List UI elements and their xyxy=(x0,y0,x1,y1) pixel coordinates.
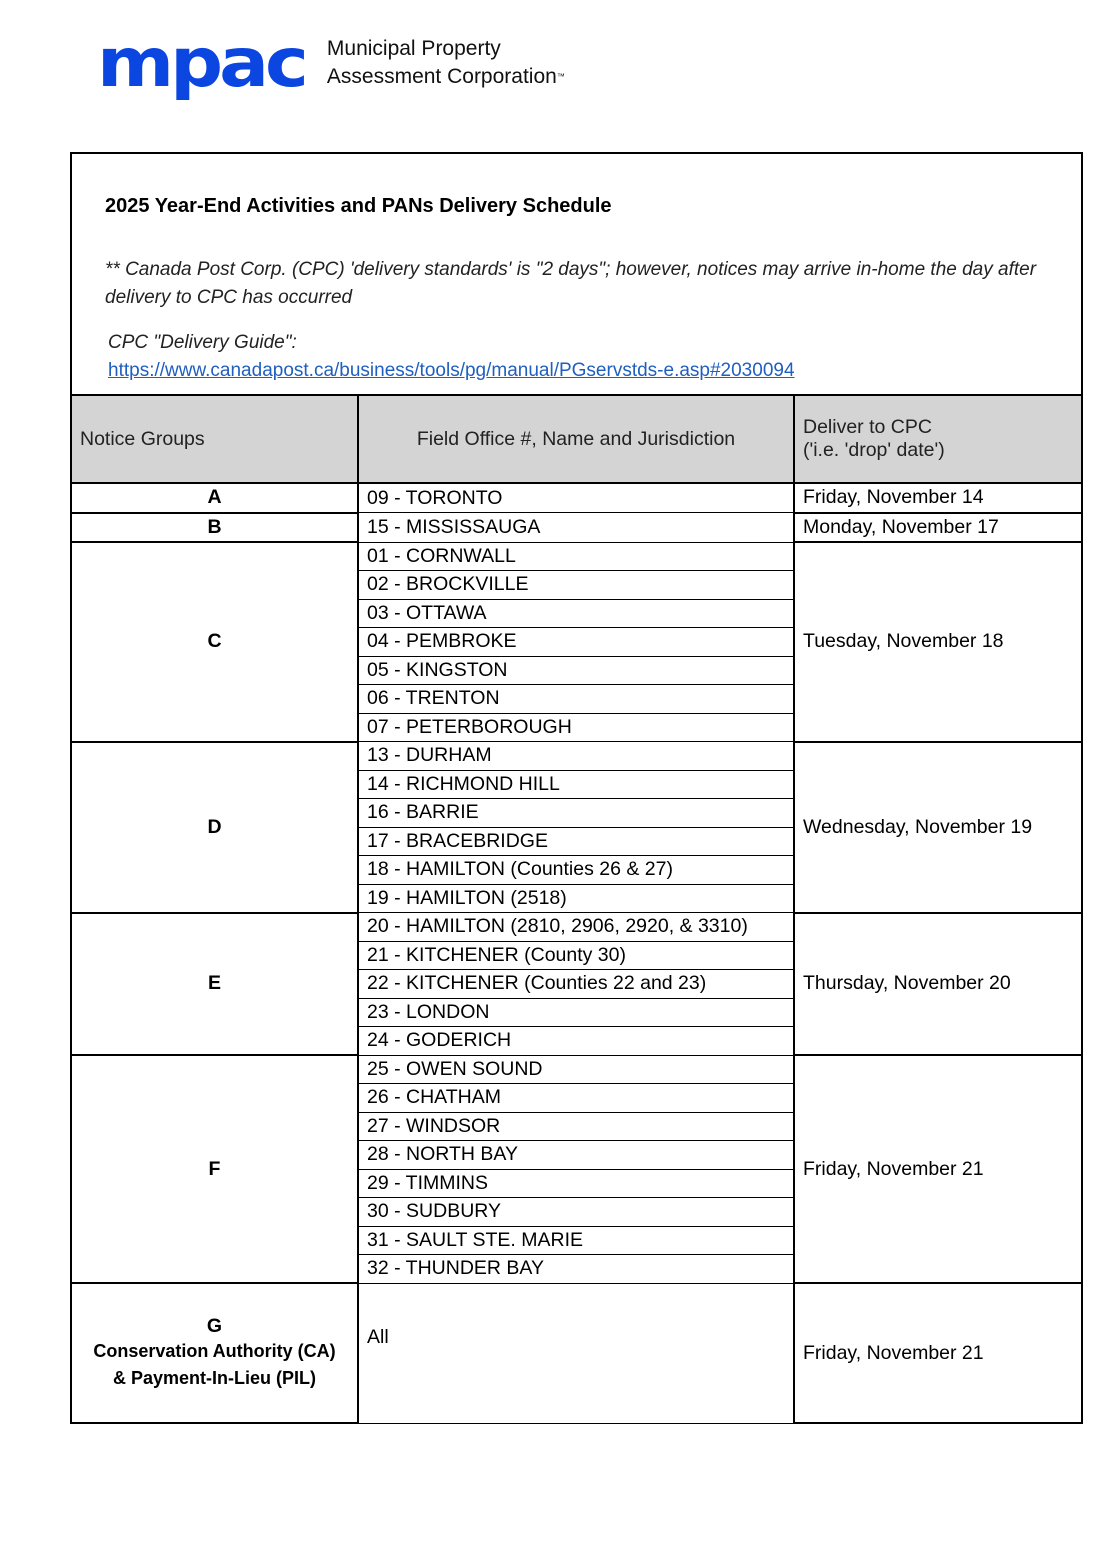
field-office-cell: 06 - TRENTON xyxy=(358,685,794,714)
notice-group-cell: D xyxy=(71,742,358,913)
header-field-office: Field Office #, Name and Jurisdiction xyxy=(358,395,794,483)
field-office-cell: 07 - PETERBOROUGH xyxy=(358,713,794,742)
table-row xyxy=(71,542,1082,571)
logo-line-1: Municipal Property xyxy=(326,37,501,60)
field-office-cell: 31 - SAULT STE. MARIE xyxy=(358,1226,794,1255)
field-office-cell: 14 - RICHMOND HILL xyxy=(358,770,794,799)
deliver-date-cell: Wednesday, November 19 xyxy=(794,742,1082,913)
header-deliver-date: Deliver to CPC ('i.e. 'drop' date') xyxy=(794,395,1082,483)
deliver-date-cell: Tuesday, November 18 xyxy=(794,542,1082,742)
deliver-date-cell: Friday, November 14 xyxy=(794,483,1082,513)
field-office-cell: 04 - PEMBROKE xyxy=(358,628,794,657)
field-office-cell: 21 - KITCHENER (County 30) xyxy=(358,941,794,970)
deliver-date-cell: Thursday, November 20 xyxy=(794,913,1082,1056)
page-title: 2025 Year-End Activities and PANs Delivery Schedule xyxy=(105,195,612,217)
table-row xyxy=(71,742,1082,771)
field-office-cell: 03 - OTTAWA xyxy=(358,599,794,628)
field-office-cell: 09 - TORONTO xyxy=(358,483,794,513)
field-office-cell: 13 - DURHAM xyxy=(358,742,794,771)
notice-group-cell: F xyxy=(71,1055,358,1283)
table-row xyxy=(71,1283,1082,1423)
field-office-cell: 32 - THUNDER BAY xyxy=(358,1255,794,1284)
logo-wordmark xyxy=(327,35,565,91)
field-office-cell: 25 - OWEN SOUND xyxy=(358,1055,794,1084)
notice-group-cell: B xyxy=(71,513,358,543)
field-office-cell: 05 - KINGSTON xyxy=(358,656,794,685)
field-office-cell: 15 - MISSISSAUGA xyxy=(358,513,794,543)
schedule-table xyxy=(70,394,1083,1424)
delivery-note: ** Canada Post Corp. (CPC) 'delivery standards' is "2 days"; however, notices may arrive in-home the day after delivery to CPC has occurred xyxy=(105,259,1037,308)
schedule-header xyxy=(72,152,1081,394)
notice-group-cell: C xyxy=(71,542,358,742)
field-office-cell: 23 - LONDON xyxy=(358,998,794,1027)
delivery-guide-link[interactable]: https://www.canadapost.ca/business/tools/pg/manual/PGservstds-e.asp#2030094 xyxy=(108,360,795,381)
field-office-cell: 20 - HAMILTON (2810, 2906, 2920, & 3310) xyxy=(358,913,794,942)
header-notice-groups: Notice Groups xyxy=(71,395,358,483)
field-office-cell: 22 - KITCHENER (Counties 22 and 23) xyxy=(358,970,794,999)
field-office-cell: 17 - BRACEBRIDGE xyxy=(358,827,794,856)
notice-group-cell: G Conservation Authority (CA) & Payment-In-Lieu (PIL) xyxy=(71,1283,358,1423)
table-row xyxy=(71,1055,1082,1084)
field-office-cell: 16 - BARRIE xyxy=(358,799,794,828)
notice-group-cell: A xyxy=(71,483,358,513)
logo-line-2: Assessment Corporation™ xyxy=(326,65,565,88)
table-header-row xyxy=(71,395,1082,483)
field-office-cell: All xyxy=(358,1283,794,1423)
table-row xyxy=(71,483,1082,513)
field-office-cell: 28 - NORTH BAY xyxy=(358,1141,794,1170)
deliver-date-cell: Friday, November 21 xyxy=(794,1283,1082,1423)
mpac-logo xyxy=(97,23,565,103)
notice-group-cell: E xyxy=(71,913,358,1056)
field-office-cell: 24 - GODERICH xyxy=(358,1027,794,1056)
logo-mark: mpac xyxy=(97,23,305,103)
table-row xyxy=(71,513,1082,543)
field-office-cell: 02 - BROCKVILLE xyxy=(358,571,794,600)
field-office-cell: 29 - TIMMINS xyxy=(358,1169,794,1198)
field-office-cell: 27 - WINDSOR xyxy=(358,1112,794,1141)
deliver-date-cell: Friday, November 21 xyxy=(794,1055,1082,1283)
field-office-cell: 19 - HAMILTON (2518) xyxy=(358,884,794,913)
field-office-cell: 01 - CORNWALL xyxy=(358,542,794,571)
table-row xyxy=(71,913,1082,942)
field-office-cell: 18 - HAMILTON (Counties 26 & 27) xyxy=(358,856,794,885)
field-office-cell: 26 - CHATHAM xyxy=(358,1084,794,1113)
deliver-date-cell: Monday, November 17 xyxy=(794,513,1082,543)
field-office-cell: 30 - SUDBURY xyxy=(358,1198,794,1227)
delivery-guide-label: CPC "Delivery Guide": xyxy=(108,332,297,353)
schedule-box xyxy=(70,152,1083,394)
